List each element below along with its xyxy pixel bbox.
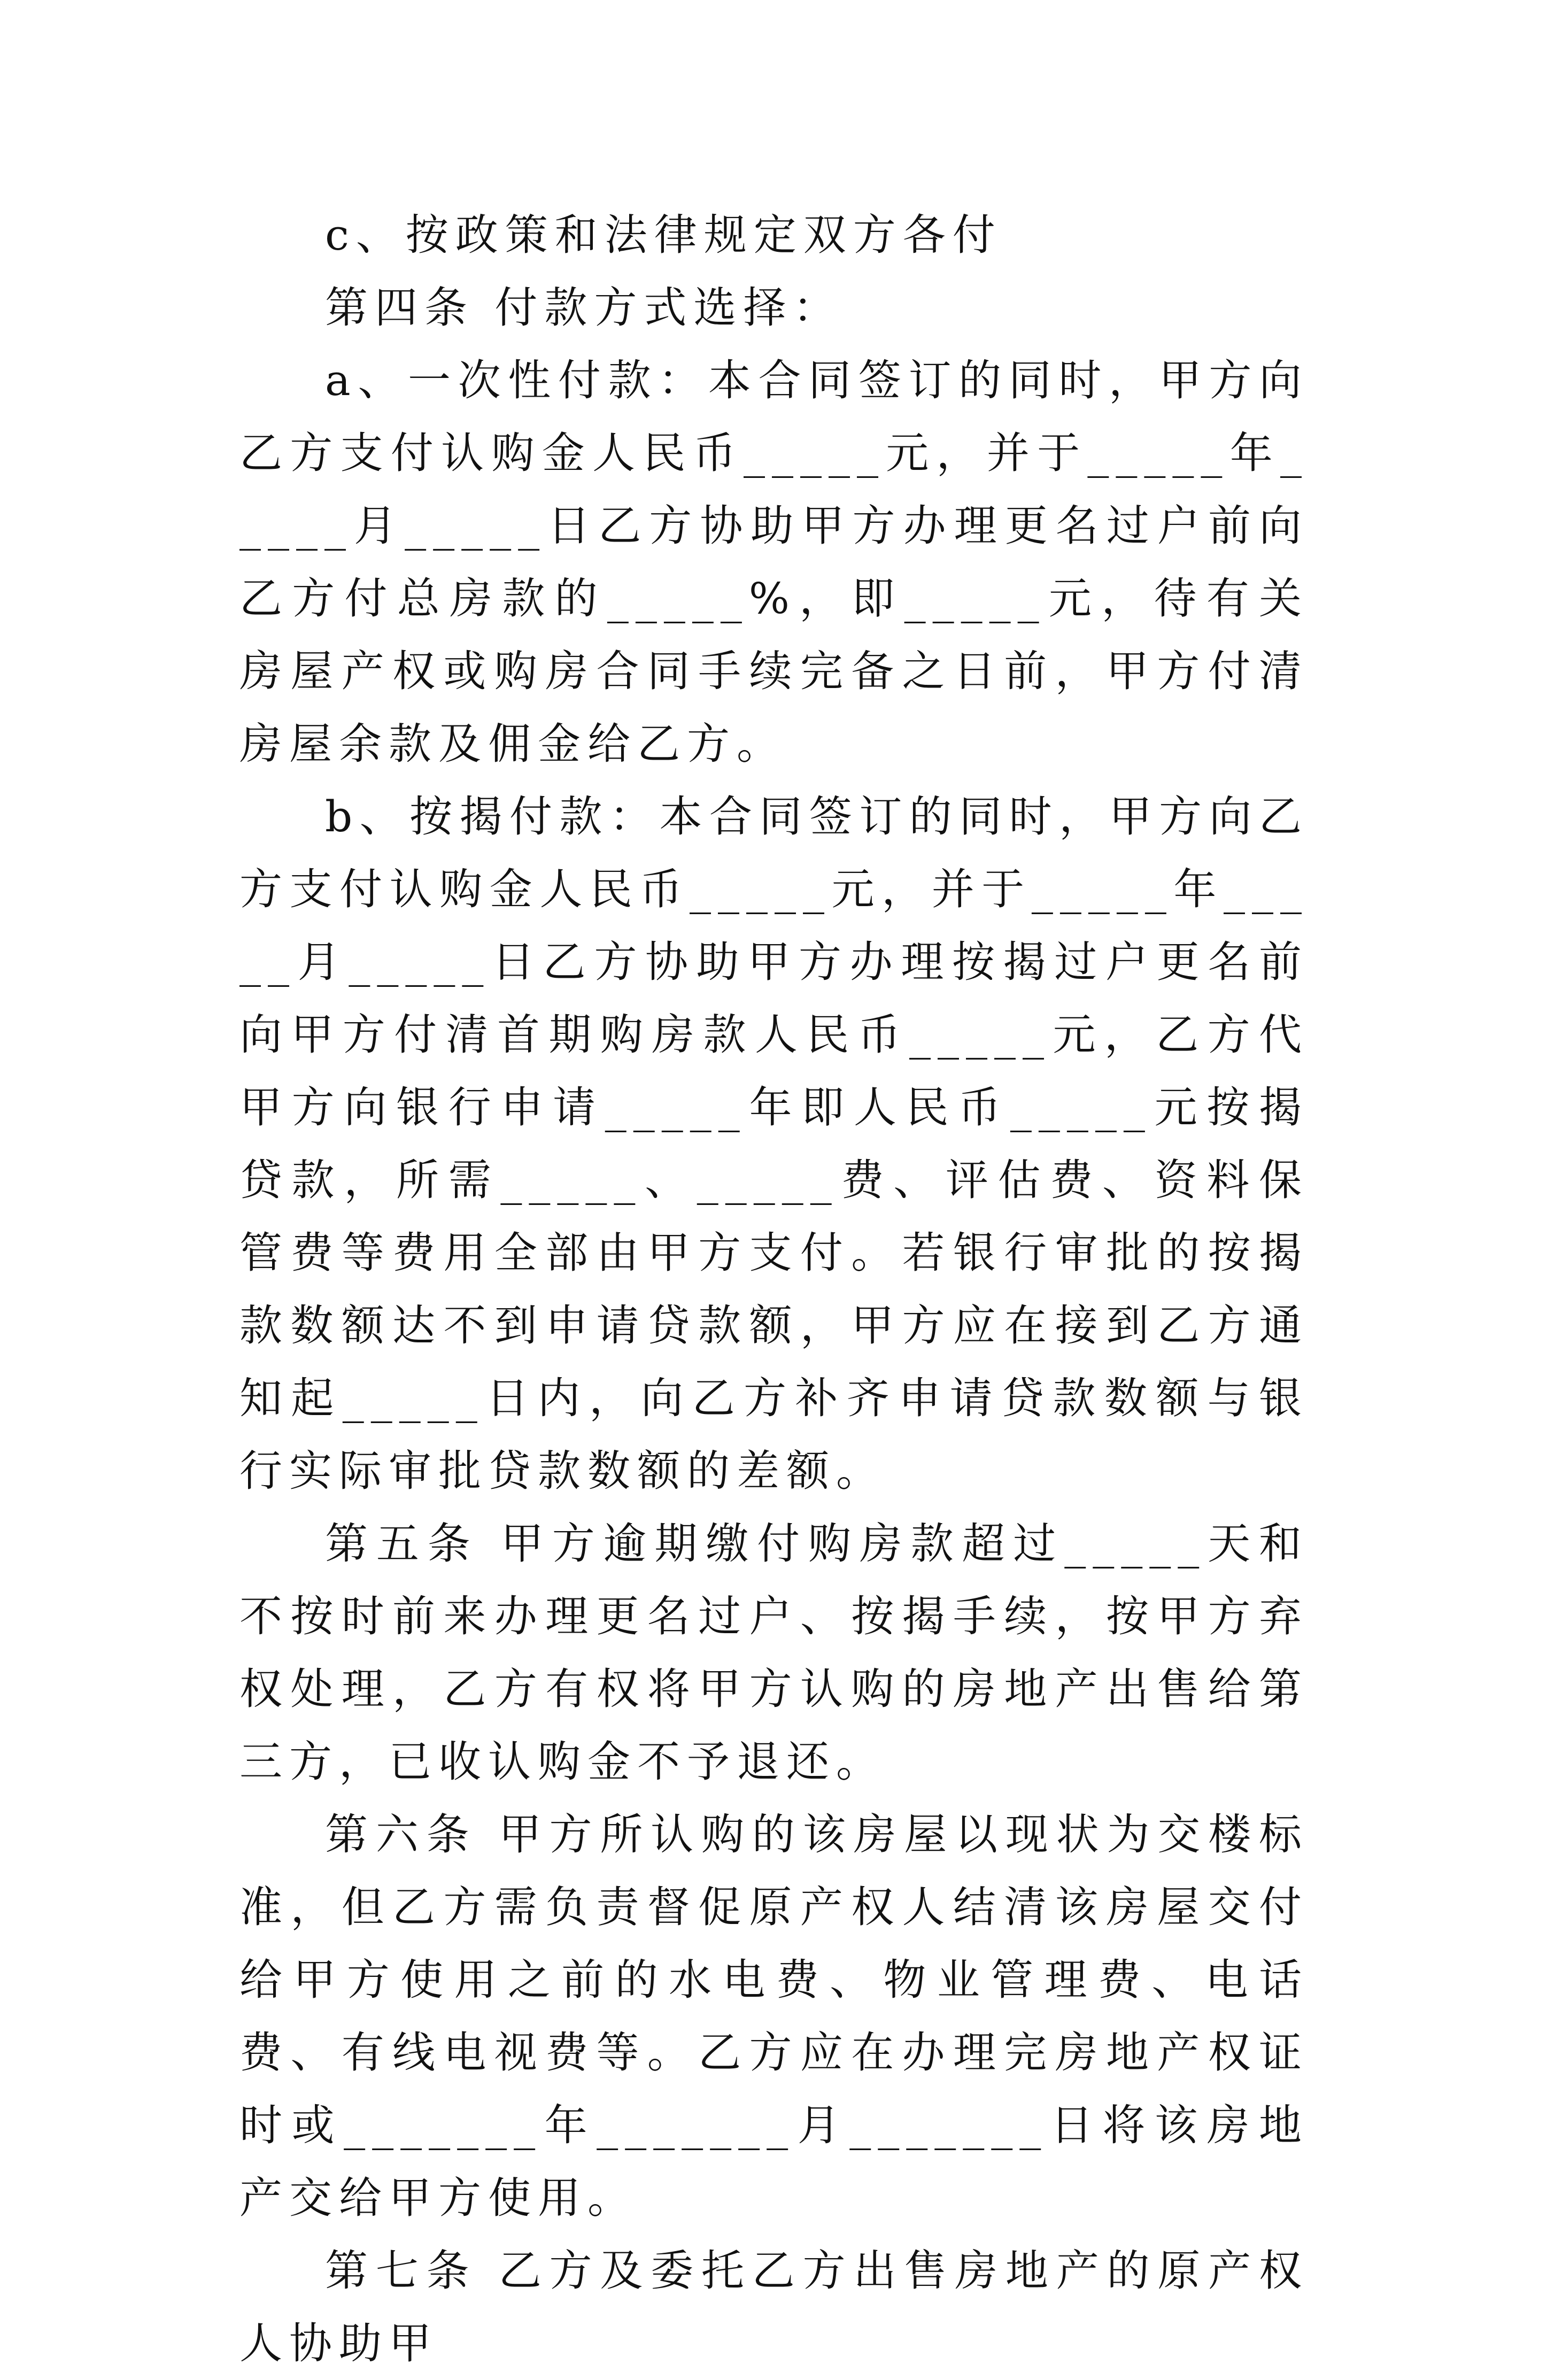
contract-body: [239, 199, 1309, 2380]
article-5-text: 第五条 甲方逾期缴付购房款超过_____天和不按时前来办理更名过户、按揭手续，按甲方弃权处理，乙方有权将甲方认购的房地产出售给第三方，已收认购金不予退还。: [239, 1519, 1309, 1787]
clause-3c-text: c、按政策和法律规定双方各付: [325, 210, 1002, 260]
clause-4a-text: a、一次性付款：本合同签订的同时，甲方向乙方支付认购金人民币_____元，并于_____年_____月_____日乙方协助甲方办理更名过户前向乙方付总房款的_____%，即_____元，待有关房屋产权或购房合同手续完备之日前，甲方付清房屋余款及佣金给乙方。: [239, 356, 1309, 769]
article-6-text: 第六条 甲方所认购的该房屋以现状为交楼标准，但乙方需负责督促原产权人结清该房屋交付给甲方使用之前的水电费、物业管理费、电话费、有线电视费等。乙方应在办理完房地产权证时或_______年_______月_______日将该房地产交给甲方使用。: [239, 1810, 1309, 2223]
article-4-heading: 第四条 付款方式选择：: [325, 283, 843, 333]
clause-4b-text: b、按揭付款：本合同签订的同时，甲方向乙方支付认购金人民币_____元，并于_____年_____月_____日乙方协助甲方办理按揭过户更名前向甲方付清首期购房款人民币_____元，乙方代甲方向银行申请_____年即人民币_____元按揭贷款，所需_____、_____费、评估费、资料保管费等费用全部由甲方支付。若银行审批的按揭款数额达不到申请贷款额，甲方应在接到乙方通知起_____日内，向乙方补齐申请贷款数额与银行实际审批贷款数额的差额。: [239, 792, 1309, 1496]
article-7-text: 第七条 乙方及委托乙方出售房地产的原产权人协助甲: [239, 2246, 1309, 2368]
